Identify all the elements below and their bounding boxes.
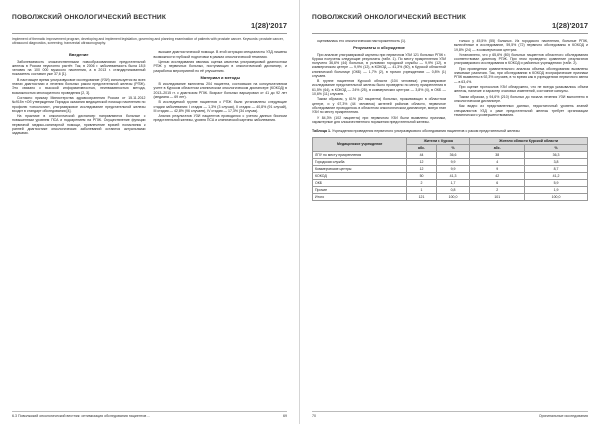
paragraph: высшие диагностической помощи. В этой ситуации специалисты УЗД лишены возможности глубокой подготовки в рамках онкологической тематики. xyxy=(153,50,287,59)
table-row xyxy=(313,186,588,193)
table-row-label: ОКБ xyxy=(313,179,407,186)
table-row xyxy=(313,158,588,165)
table-cell: 2 xyxy=(470,186,525,193)
text-columns xyxy=(12,50,287,136)
column-2 xyxy=(154,50,288,136)
section-heading-methods: Материал и методы xyxy=(200,74,241,80)
table-row-label: Итого xyxy=(313,193,407,200)
table-cell: 4 xyxy=(470,158,525,165)
page-number: 69 xyxy=(283,414,287,418)
table-row-label: Коммерческие центры xyxy=(313,165,407,172)
column-1 xyxy=(12,50,146,136)
paragraph: Заболеваемость злокачественными новообразованиями предстательной железы в России неуклонно растёт. Так, в 2006 г. заболеваемость была 18,5 человек на 100 000 мужского населения, а в 2013 г. стандартизованный показатель составил уже 37,6 [1]. xyxy=(12,59,146,77)
page-footer xyxy=(312,411,588,418)
table-cell: 9 xyxy=(470,165,525,172)
table-cell: 1 xyxy=(407,186,436,193)
paragraph: Таким образом, у 94,6% (210) больных до начала лечения УЗИ выполнено в онкологическом диспансере. xyxy=(454,94,588,103)
table-row-label: КОКОД xyxy=(313,172,407,179)
table-cell: 1,9 xyxy=(525,186,588,193)
table-caption xyxy=(312,129,588,133)
table-cell: 42 xyxy=(470,172,525,179)
paragraph: только у 45,5% (55) больных. Из городского населения, больные РПЖ, включённые в исследование, 59,5% (72) первично обследованы в КОКОД и 19,8% (24) — в коммерческих центрах. xyxy=(454,39,588,52)
table-row-label: Прочие xyxy=(313,186,407,193)
table-cell: 121 xyxy=(407,193,436,200)
right-page xyxy=(300,0,600,424)
footer-running-title: 6.3 Поволжский онкологический вестник: оптимизация обследования пациентов ... xyxy=(12,414,151,418)
paragraph: В группе пациентов Курской области (104 человека) ультразвуковое исследование предстательной железы было проведено по месту прикрепления в 61,5% (64), в КОКОД — 24% (25), в коммерческих центрах — 3,8% (4), в ОКБ — 10,6% (11) случаев. xyxy=(312,79,446,96)
paragraph: Согласно приказу Министерства здравоохранения России от 15.11.2012 №915н «Об утверждении Порядка оказания медицинской помощи населению по профилю «онкология», ультразвуковое исследование предстательной железы входит в стандарт обследования [4]. xyxy=(12,96,146,113)
footer-section-title: Оригинальные исследования xyxy=(538,414,588,418)
table-cell: 101 xyxy=(470,193,525,200)
table-cell: 44 xyxy=(407,151,436,158)
table-body xyxy=(313,151,588,200)
table-cell: 2 xyxy=(407,179,436,186)
table-header-institution: Медицинское учреждение xyxy=(313,137,407,151)
table-cell: 5,9 xyxy=(525,179,588,186)
paragraph: Установлено, что у 65,6% (80) больных пациентов областного обследования соответствовал диагнозу РПЖ. При этом проведено сравнение результатов ультразвукового исследования в КОКОД и районных учреждениях (табл. 2). xyxy=(454,52,588,66)
paragraph: В исследование включены 204 пациента, состоявших на консультативном учете в Курском областном клиническом онкологическом диспансере (КОКОД) в 2013–2015 гг. с диагнозом РПЖ. Возраст больных варьировал от 41 до 92 лет (медиана — 69 лет). xyxy=(153,82,287,99)
journal-title: ПОВОЛЖСКИЙ ОНКОЛОГИЧЕСКИЙ ВЕСТНИК xyxy=(12,14,167,21)
table-cell: 0,8 xyxy=(436,186,470,193)
table-cell: 12 xyxy=(407,165,436,172)
table-cell: 36,3 xyxy=(525,151,588,158)
table-row-label: Городская служба xyxy=(313,158,407,165)
table-cell: 36,6 xyxy=(436,151,470,158)
paragraph: Анализ результатов УЗИ пациентов проводился с учетом данных биопсии предстательной железы, уровня ПСА и клинической картины заболевания. xyxy=(153,114,287,123)
table-header-city: Жители г. Курска xyxy=(407,137,470,144)
paragraph: На практике в онкологической диспансер направляются больные с повышенным уровнем ПСА и подозрением на РПЖ. Осуществление функции первичной медико-санитарной помощи, привлечение врачей поликлиник к ранней диагностике онкологических заболеваний остаются актуальными задачами. xyxy=(12,114,146,136)
table-cell: 41,2 xyxy=(525,172,588,179)
paragraph: Таким образом, у 61% (62 пациента) больных, проживающих в областном центре, и у 67,3% (44 человека) жителей районов области, первичное обследование проводилось в областном онкологическом диспансере, минуя этап УЗИ по месту прикрепления. xyxy=(312,97,446,115)
table-row-label: ЛПУ по месту прикрепления xyxy=(313,151,407,158)
paragraph: оценивалась его онкологическая настороженность (1). xyxy=(317,39,407,43)
paragraph: При проведении сравнительного анализа объема обследования выявлены значимые различия. Так, при обследовании в КОКОД эхографические признаки РПЖ выявлены в 92,3% случаев, в то время как в учреждениях первичного звена — в 63,4%. xyxy=(454,66,588,84)
table-cell: 3,8 xyxy=(525,158,588,165)
paragraph: У 84,3% (102 пациента) при первичном УЗИ были выявлены признаки, характерные для злокачественного поражения предстательной железы. xyxy=(312,115,446,124)
table-subheader: абс. xyxy=(470,144,525,151)
table-cell: 8,7 xyxy=(525,165,588,172)
table-cell: 38 xyxy=(470,151,525,158)
table-subheader: % xyxy=(436,144,470,151)
paragraph: При анализе ультразвуковой картины при первичном УЗИ 121 больных РПЖ г. Курска получены следующие результаты (табл. 1). По месту прикрепления УЗИ получено 36,6% (44) больных, в условиях городской службы — 9,9% (12), в коммерческом центре — 9,9% (12), в КОКОД — 41,3% (50), в Курской областной клинической больнице (ОКБ) — 1,7% (2), в прочих учреждениях — 0,8% (1) случаев. xyxy=(312,52,446,78)
table-cell: 9,9 xyxy=(436,158,470,165)
section-heading-intro: Введение xyxy=(69,52,89,58)
table-row xyxy=(313,165,588,172)
table-cell: 6 xyxy=(470,179,525,186)
page-number: 70 xyxy=(312,414,316,418)
paragraph: В настоящее время ультразвуковое исследование (УЗИ) используется во всех этапах диагностики и лечения больных раком предстательной железы (РПЖ). Это связано с высокой информативностью, неинвазивностью метода, возможностью многократного проведения [2, 3]. xyxy=(12,77,146,95)
table-row xyxy=(313,179,588,186)
table-row xyxy=(313,193,588,200)
table-caption-label: Таблица 1. xyxy=(312,129,331,134)
paragraph: Как видно из представленных данных, недостаточный уровень знаний специалистов УЗД о раке предстательной железы требует организации тематического усовершенствования. xyxy=(454,104,588,117)
table-cell: 50 xyxy=(407,172,436,179)
page-header xyxy=(312,14,588,34)
text-columns xyxy=(312,39,588,125)
paragraph: В исследуемой группе пациентов с РПЖ были установлены следующие стадии заболевания: I стадия — 1,3% (3 случая), II стадия — 40,8% (91 случай), III стадия — 42,8% (96 случаев), IV стадия — 17,3% (34 случая). xyxy=(153,100,287,113)
table-subheader: абс. xyxy=(407,144,436,151)
table-subheader: % xyxy=(525,144,588,151)
abstract-en: implement of thematic improvement program, developing and implement legislation, governing and planning examination of patients with prostate cancer. Keywords: prostate cancer, ultrasound diagnostics, screening, transrectal ultrasonography. xyxy=(12,37,284,46)
paragraph: Целью исследования явилась оценка качества ультразвуковой диагностики РПЖ у первичных больных, поступающих в онкологический диспансер, и разработка мероприятий по её улучшению. xyxy=(153,60,287,73)
journal-title: ПОВОЛЖСКИЙ ОНКОЛОГИЧЕСКИЙ ВЕСТНИК xyxy=(312,14,467,21)
table-cell: 100,0 xyxy=(525,193,588,200)
issue-number: 1(28)'2017 xyxy=(552,21,588,30)
table-row xyxy=(313,172,588,179)
table-caption-text: Учреждения проведения первичного ультразвукового обследования пациентов с раком предстательной железы xyxy=(331,129,520,134)
table-cell: 41,3 xyxy=(436,172,470,179)
table-cell: 1,7 xyxy=(436,179,470,186)
table-header-region: Жители области Курской области xyxy=(470,137,588,144)
table-cell: 12 xyxy=(407,158,436,165)
table-cell: 9,9 xyxy=(436,165,470,172)
data-table xyxy=(312,137,588,201)
page-header xyxy=(12,14,287,34)
paragraph: При оценке протоколов УЗИ обнаружено, что не всегда указывались объем железы, наличие и характер очаговых изменений, состояние капсулы. xyxy=(454,85,588,94)
table-cell: 100,0 xyxy=(436,193,470,200)
column-1 xyxy=(312,39,446,125)
section-heading-results: Результаты и обсуждение xyxy=(353,45,405,51)
column-2 xyxy=(454,39,588,125)
page-footer xyxy=(12,411,287,418)
issue-number: 1(28)'2017 xyxy=(251,21,287,30)
table-row xyxy=(313,151,588,158)
